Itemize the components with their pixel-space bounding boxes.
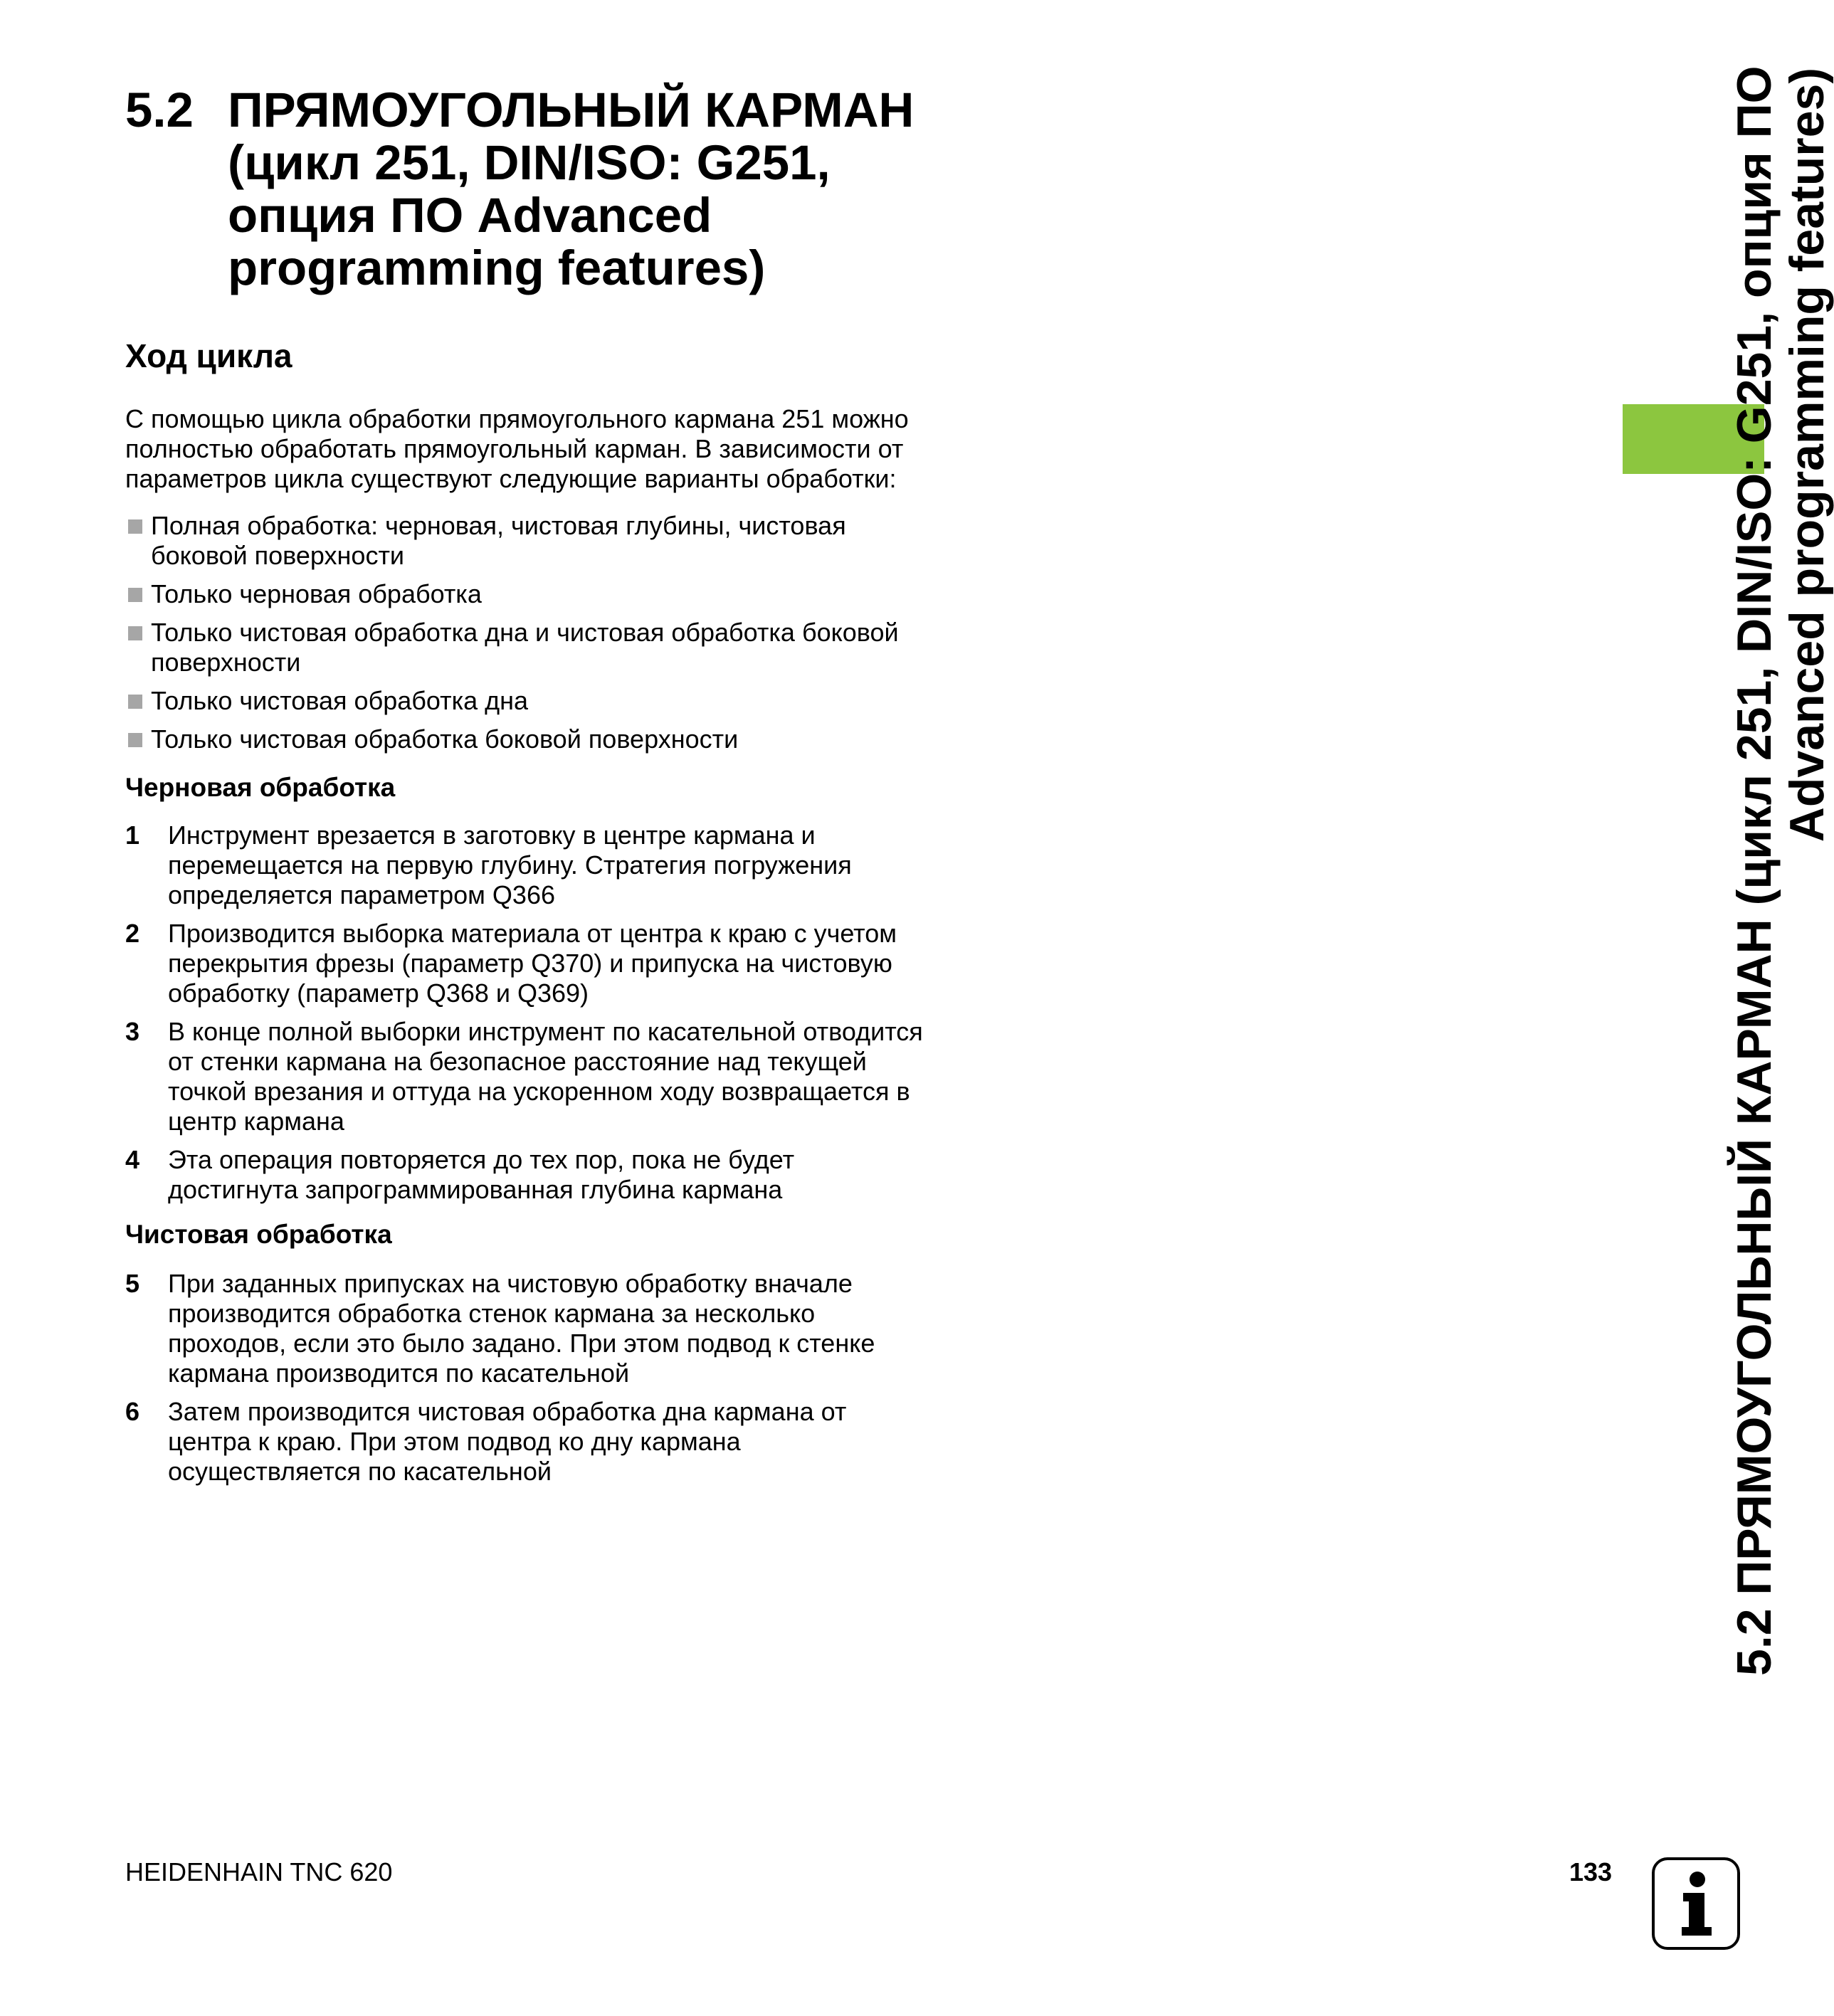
subheading-cycle-run: Ход цикла: [125, 337, 293, 374]
step-item: [125, 1397, 965, 1487]
square-bullet-icon: [128, 588, 142, 602]
step-item: [125, 1017, 965, 1136]
step-line: Эта операция повторяется до тех пор, пока не будет: [168, 1145, 795, 1174]
finishing-heading: Чистовая обработка: [125, 1220, 392, 1249]
step-line: перемещается на первую глубину. Стратегия погружения: [168, 850, 852, 880]
intro-line: полностью обработать прямоугольный карман. В зависимости от: [125, 434, 904, 463]
title-line: programming features): [228, 241, 766, 295]
step-line: В конце полной выборки инструмент по касательной отводится: [168, 1017, 923, 1046]
step-number: 4: [125, 1145, 140, 1174]
step-line: центра к краю. При этом подвод ко дну кармана: [168, 1427, 741, 1456]
side-title-line: 5.2 ПРЯМОУГОЛЬНЫЙ КАРМАН (цикл 251, DIN/ISO: G251, опция ПО: [1727, 65, 1781, 1676]
list-item-line: боковой поверхности: [151, 541, 405, 570]
intro-line: параметров цикла существуют следующие варианты обработки:: [125, 464, 897, 493]
list-item: [125, 686, 958, 716]
roughing-heading: Черновая обработка: [125, 773, 396, 802]
section-number: 5.2: [125, 83, 194, 137]
step-line: точкой врезания и оттуда на ускоренном ходу возвращается в: [168, 1077, 910, 1106]
info-glyph: [1655, 1860, 1737, 1947]
step-line: проходов, если это было задано. При этом подвод к стенке: [168, 1329, 875, 1358]
step-line: При заданных припусках на чистовую обработку вначале: [168, 1269, 853, 1298]
step-line: обработку (параметр Q368 и Q369): [168, 978, 589, 1008]
side-title-line: Advanced programming features): [1780, 68, 1834, 843]
step-number: 1: [125, 820, 140, 850]
list-item: [125, 618, 958, 677]
step-item: [125, 1269, 965, 1388]
step-item: [125, 919, 965, 1008]
machining-variants-list: [125, 511, 958, 754]
list-item-line: Только чистовая обработка дна и чистовая обработка боковой: [151, 618, 899, 647]
square-bullet-icon: [128, 626, 142, 640]
step-line: перекрытия фрезы (параметр Q370) и припуска на чистовую: [168, 949, 892, 978]
step-item: [125, 820, 965, 910]
title-line: ПРЯМОУГОЛЬНЫЙ КАРМАН: [228, 83, 915, 137]
finishing-steps: [125, 1269, 965, 1487]
list-item-line: Только чистовая обработка дна: [151, 686, 529, 715]
square-bullet-icon: [128, 519, 142, 534]
step-line: достигнута запрограммированная глубина кармана: [168, 1175, 783, 1204]
step-line: кармана производится по касательной: [168, 1358, 630, 1388]
roughing-steps: [125, 820, 965, 1205]
intro-paragraph: [125, 404, 958, 494]
step-line: Инструмент врезается в заготовку в центре кармана и: [168, 820, 816, 850]
list-item-line: Только черновая обработка: [151, 579, 482, 608]
step-line: от стенки кармана на безопасное расстояние над текущей: [168, 1047, 867, 1076]
square-bullet-icon: [128, 733, 142, 747]
step-line: центр кармана: [168, 1107, 344, 1136]
step-line: определяется параметром Q366: [168, 880, 555, 909]
step-number: 2: [125, 919, 140, 948]
step-line: осуществляется по касательной: [168, 1457, 552, 1486]
title-line: опция ПО Advanced: [228, 188, 712, 243]
footer-product-name: HEIDENHAIN TNC 620: [125, 1857, 393, 1886]
list-item: [125, 579, 958, 609]
step-number: 5: [125, 1269, 140, 1298]
intro-line: С помощью цикла обработки прямоугольного кармана 251 можно: [125, 404, 909, 433]
step-number: 6: [125, 1397, 140, 1426]
info-icon: [1652, 1857, 1740, 1950]
list-item: [125, 724, 958, 754]
step-line: Затем производится чистовая обработка дна кармана от: [168, 1397, 847, 1426]
section-title-text: [228, 84, 1011, 295]
step-item: [125, 1145, 965, 1205]
list-item: [125, 511, 958, 571]
title-line: (цикл 251, DIN/ISO: G251,: [228, 135, 831, 190]
list-item-line: Полная обработка: черновая, чистовая глубины, чистовая: [151, 511, 846, 540]
side-running-title: [1727, 65, 1834, 1676]
step-line: Производится выборка материала от центра к краю с учетом: [168, 919, 897, 948]
step-number: 3: [125, 1017, 140, 1046]
step-line: производится обработка стенок кармана за несколько: [168, 1299, 816, 1328]
page-number: 133: [1569, 1857, 1613, 1886]
list-item-line: Только чистовая обработка боковой поверхности: [151, 724, 739, 754]
list-item-line: поверхности: [151, 648, 301, 677]
square-bullet-icon: [128, 695, 142, 709]
